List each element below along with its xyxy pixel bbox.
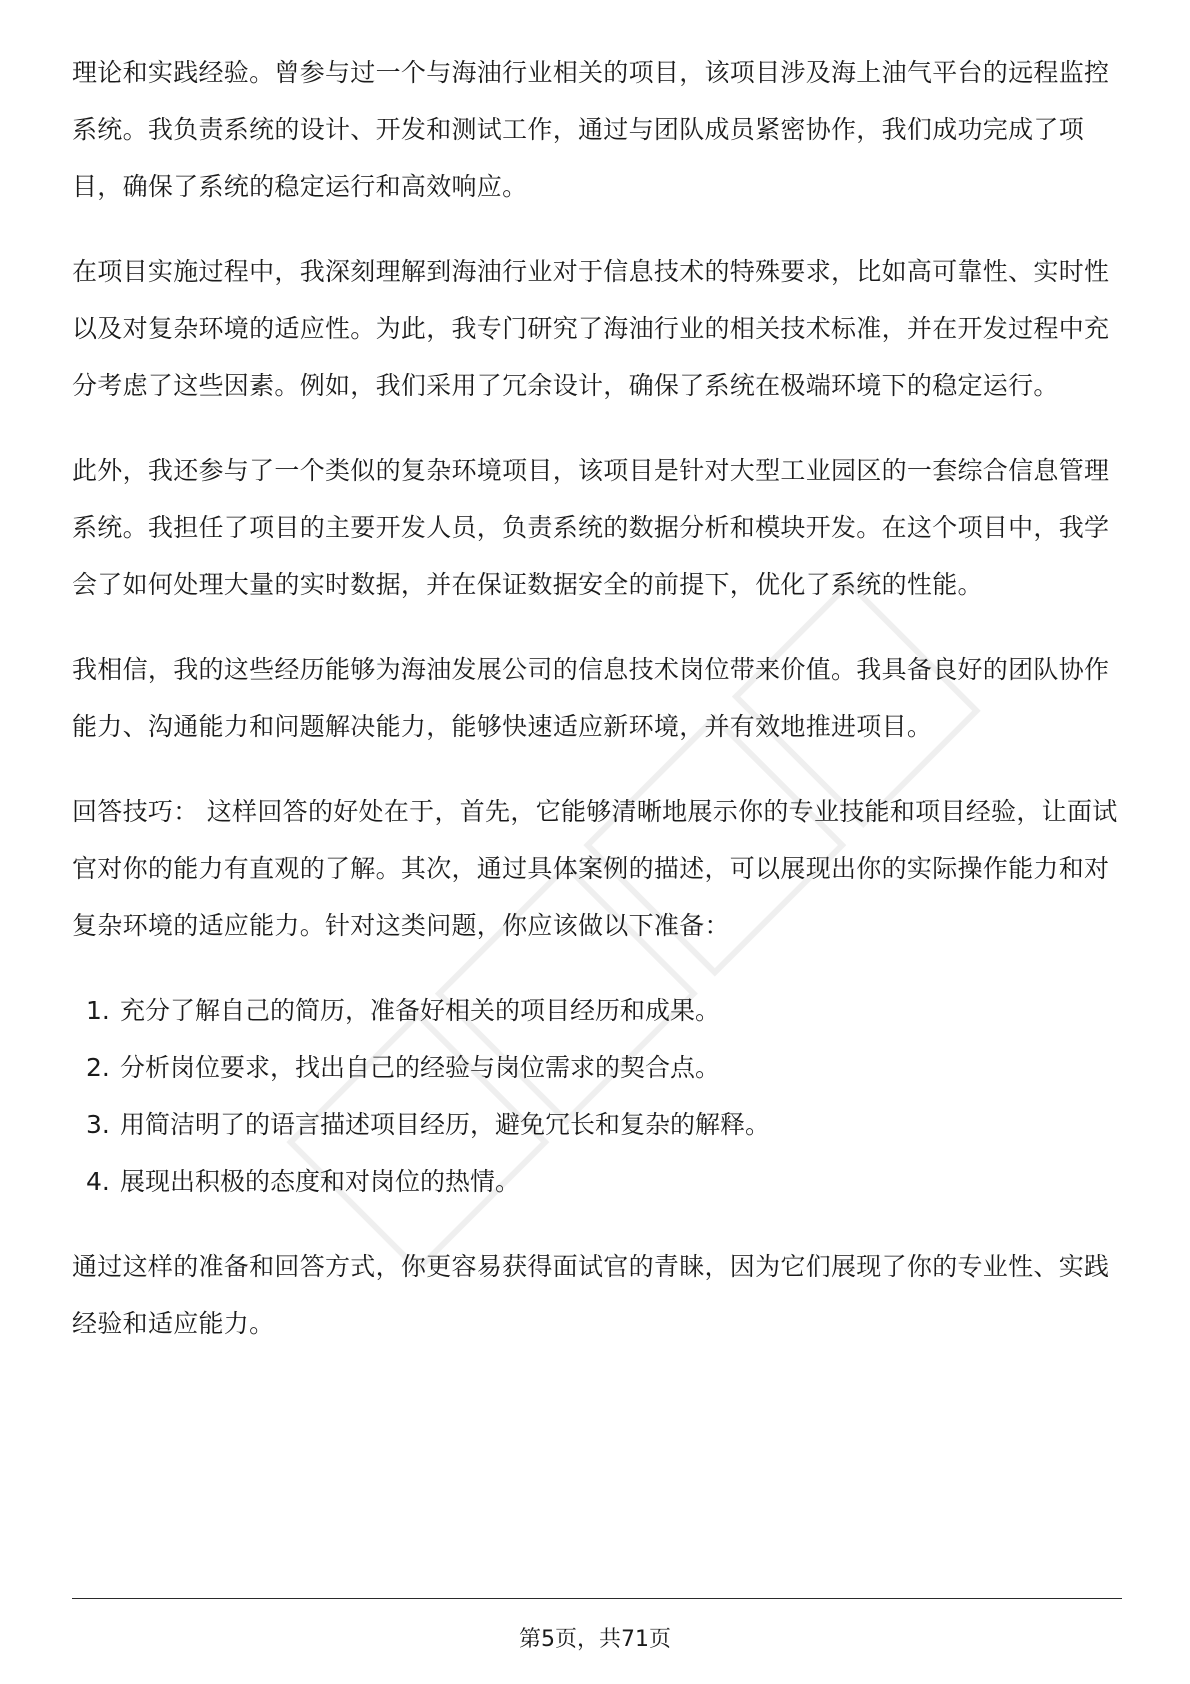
list-item-number: 4.	[86, 1167, 110, 1196]
list-item-text: 用简洁明了的语言描述项目经历，避免冗长和复杂的解释。	[120, 1110, 771, 1139]
closing-paragraph: 通过这样的准备和回答方式，你更容易获得面试官的青睐，因为它们展现了你的专业性、实践经验和适应能力。	[72, 1252, 1110, 1338]
answer-tips-paragraph: 回答技巧： 这样回答的好处在于，首先，它能够清晰地展示你的专业技能和项目经验，让面试官对你的能力有直观的了解。其次，通过具体案例的描述，可以展现出你的实际操作能力和对复杂环境的适应能力。针对这类问题，你应该做以下准备：	[72, 797, 1118, 940]
list-item-number: 2.	[86, 1053, 110, 1082]
list-item-text: 分析岗位要求，找出自己的经验与岗位需求的契合点。	[120, 1053, 721, 1082]
footer-divider	[72, 1598, 1122, 1599]
list-item-number: 3.	[86, 1110, 110, 1139]
paragraph: 理论和实践经验。曾参与过一个与海油行业相关的项目，该项目涉及海上油气平台的远程监控系统。我负责系统的设计、开发和测试工作，通过与团队成员紧密协作，我们成功完成了项目，确保了系统的稳定运行和高效响应。	[72, 58, 1110, 201]
list-item	[72, 982, 1122, 1039]
paragraph: 我相信，我的这些经历能够为海油发展公司的信息技术岗位带来价值。我具备良好的团队协作能力、沟通能力和问题解决能力，能够快速适应新环境，并有效地推进项目。	[72, 655, 1110, 741]
list-item	[72, 1153, 1122, 1210]
list-item	[72, 1039, 1122, 1096]
list-item	[72, 1096, 1122, 1153]
preparation-list	[72, 982, 1122, 1210]
list-item-number: 1.	[86, 996, 110, 1025]
paragraph: 在项目实施过程中，我深刻理解到海油行业对于信息技术的特殊要求，比如高可靠性、实时性以及对复杂环境的适应性。为此，我专门研究了海油行业的相关技术标准，并在开发过程中充分考虑了这些因素。例如，我们采用了冗余设计，确保了系统在极端环境下的稳定运行。	[72, 257, 1110, 400]
document-body	[72, 44, 1122, 1380]
page-number: 第5页，共71页	[519, 1627, 671, 1652]
list-item-text: 展现出积极的态度和对岗位的热情。	[120, 1167, 521, 1196]
list-item-text: 充分了解自己的简历，准备好相关的项目经历和成果。	[120, 996, 721, 1025]
paragraph: 此外，我还参与了一个类似的复杂环境项目，该项目是针对大型工业园区的一套综合信息管理系统。我担任了项目的主要开发人员，负责系统的数据分析和模块开发。在这个项目中，我学会了如何处理大量的实时数据，并在保证数据安全的前提下，优化了系统的性能。	[72, 456, 1110, 599]
